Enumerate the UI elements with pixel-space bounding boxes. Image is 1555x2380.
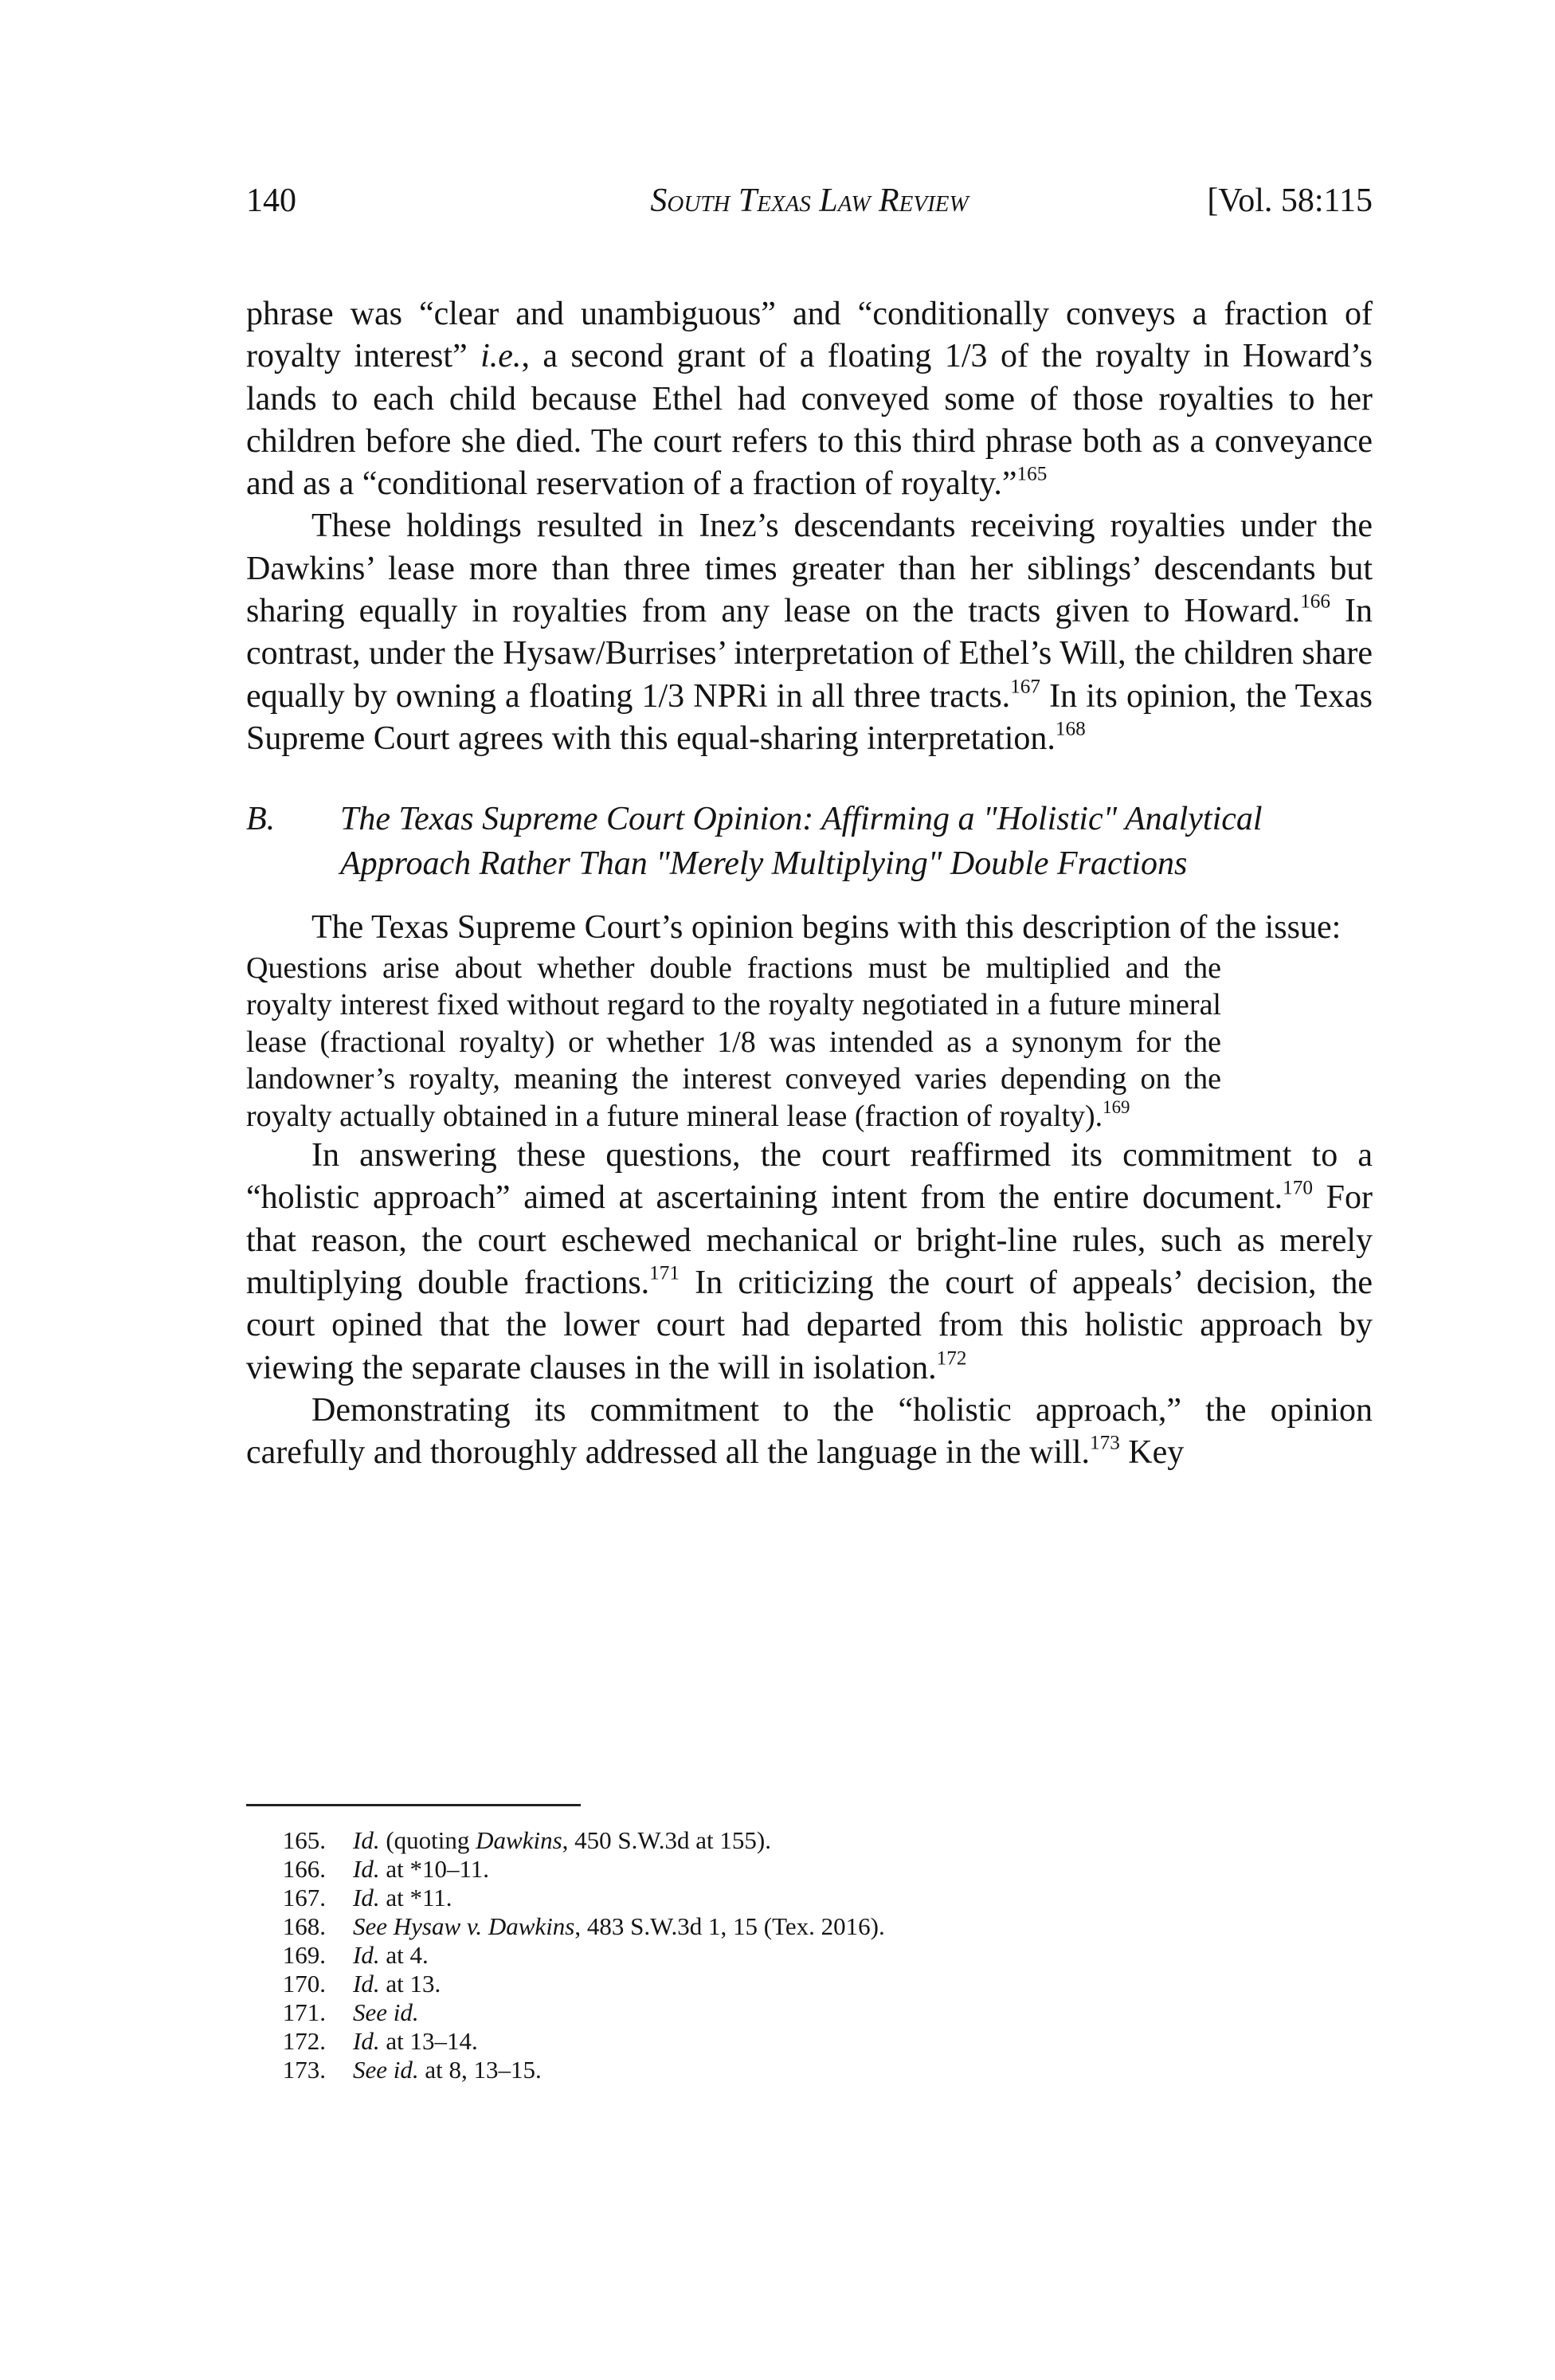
footnotes (246, 1826, 1043, 2084)
section-letter: B. (246, 801, 276, 838)
footnote: 172. Id. at 13–14. (282, 2027, 478, 2055)
paragraph-2: These holdings resulted in Inez’s descendants receiving royalties under the Dawkins’ lease more than three times greater than her siblings’ descendants but sharing equally in royalties from any lease on the tracts given to Howard.$^{166}$ In contrast, under the Hysaw/Burrises’ interpretation of Ethel’s Will, the children share equally by owning a floating 1/3 NPRi in all three tracts.$^{167}$ In its opinion, the Texas Supreme Court agrees with this equal-sharing interpretation.$^{168}$ (246, 508, 1373, 757)
footnote-ref[interactable]: 167 (1010, 676, 1040, 698)
running-header (246, 177, 1373, 225)
footnote-ref[interactable]: 172 (936, 1347, 967, 1369)
volume-citation: [Vol. 58:115 (1207, 182, 1373, 219)
paragraph-1: phrase was “clear and unambiguous” and “conditionally conveys a fraction of royalty interest” i.e., a second grant of a floating 1/3 of the royalty in Howard’s lands to each child because Ethel had conveyed some of those royalties to her children before she died. The court refers to this third phrase both as a conveyance and as a “conditional reservation of a fraction of royalty.”$^{165}$ (246, 296, 1373, 503)
footnote: 171. See id. (282, 1998, 419, 2026)
block-quote: Questions arise about whether double fractions must be multiplied and the royalty interest fixed without regard to the royalty negotiated in a future mineral lease (fractional royalty) or whether 1/8 was intended as a synonym for the landowner’s royalty, meaning the interest conveyed varies depending on the royalty actually obtained in a future mineral lease (fraction of royalty).$^{169}$ (246, 951, 1221, 1133)
footnote: 168. See Hysaw v. Dawkins, 483 S.W.3d 1, 15 (Tex. 2016). (282, 1912, 885, 1940)
footnote: 169. Id. at 4. (282, 1941, 429, 1969)
page-number: 140 (246, 182, 296, 219)
article-body (246, 293, 1373, 1474)
footnote-ref[interactable]: 169 (1103, 1096, 1130, 1117)
footnote-ref[interactable]: 170 (1283, 1177, 1313, 1199)
section-heading (246, 797, 1373, 886)
section-title: The Texas Supreme Court Opinion: Affirming a "Holistic" Analytical Approach Rather Than "Merely Multiplying" Double Fractions (340, 801, 1263, 883)
footnote: 167. Id. at *11. (282, 1884, 452, 1911)
footnote: 170. Id. at 13. (282, 1970, 441, 1998)
paragraph-5: Demonstrating its commitment to the “holistic approach,” the opinion carefully and thoroughly addressed all the language in the will.$^{173}$ Key (246, 1391, 1373, 1472)
footnote-ref[interactable]: 165 (1016, 463, 1048, 485)
footnote: 173. See id. at 8, 13–15. (282, 2056, 542, 2084)
footnote: 166. Id. at *10–11. (282, 1855, 490, 1883)
footnote: 165. Id. (quoting Dawkins, 450 S.W.3d at 155). (282, 1826, 771, 1854)
journal-title: South Texas Law Review (650, 182, 969, 219)
footnote-ref[interactable]: 166 (1300, 590, 1330, 613)
footnote-divider (246, 1804, 581, 1806)
footnote-ref[interactable]: 171 (649, 1262, 680, 1284)
footnote-ref[interactable]: 168 (1055, 718, 1086, 740)
paragraph-4: In answering these questions, the court reaffirmed its commitment to a “holistic approach” aimed at ascertaining intent from the entire document.$^{170}$ For that reason, the court eschewed mechanical or bright-line rules, such as merely multiplying double fractions.$^{171}$ In criticizing the court of appeals’ decision, the court opined that the lower court had departed from this holistic approach by viewing the separate clauses in the will in isolation.$^{172}$ (246, 1137, 1373, 1386)
paragraph-3: The Texas Supreme Court’s opinion begins with this description of the issue: (311, 909, 1342, 947)
footnote-ref[interactable]: 173 (1090, 1432, 1120, 1454)
